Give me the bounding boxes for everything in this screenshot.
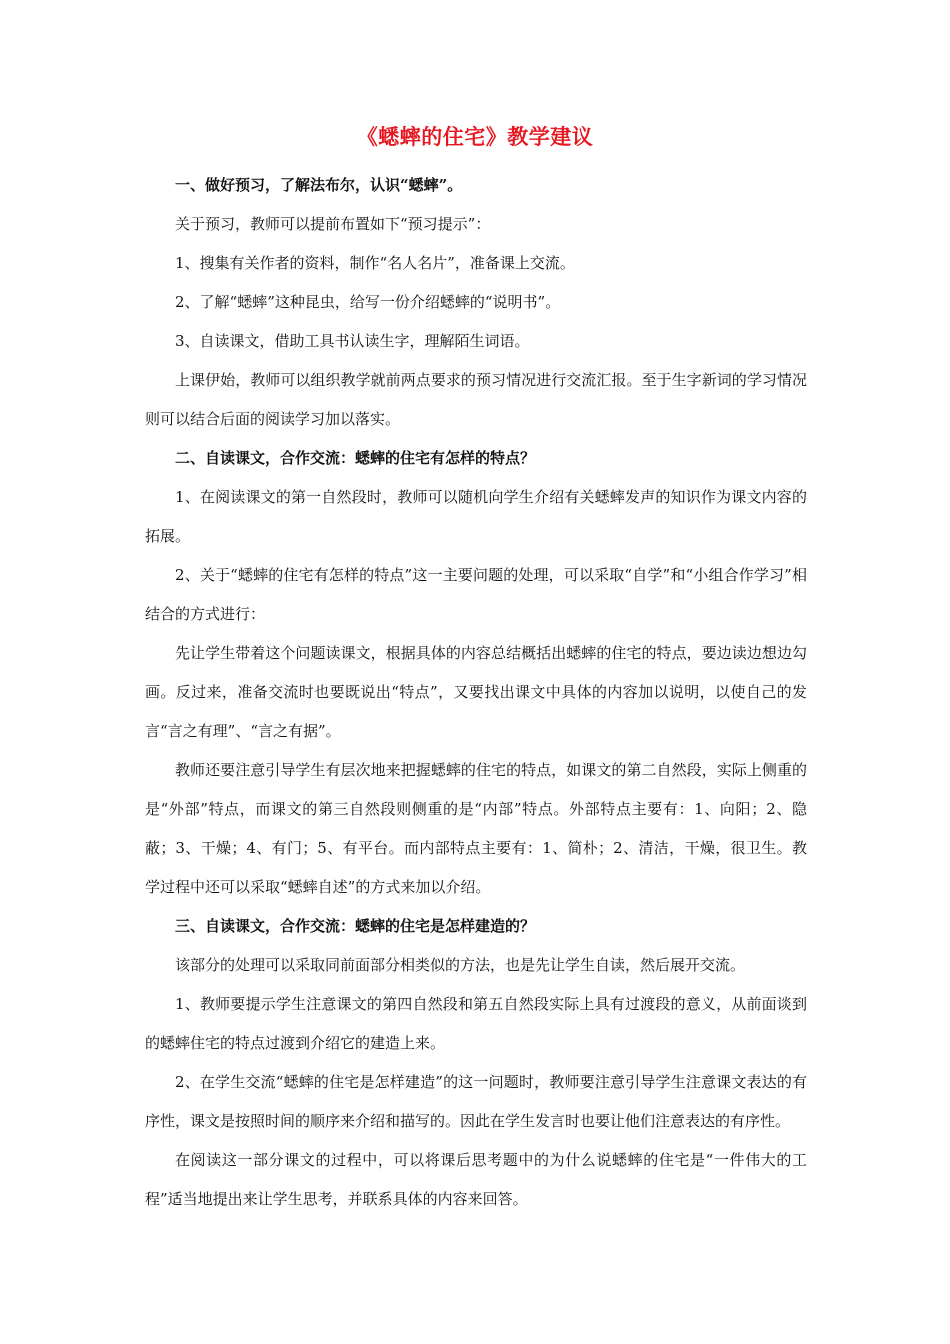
paragraph: 1、在阅读课文的第一自然段时，教师可以随机向学生介绍有关蟋蟀发声的知识作为课文内容的拓展。 bbox=[145, 488, 807, 545]
document-title: 《蟋蟀的住宅》教学建议 bbox=[356, 124, 594, 149]
paragraph: 在阅读这一部分课文的过程中，可以将课后思考题中的为什么说蟋蟀的住宅是“一件伟大的工程”适当地提出来让学生思考，并联系具体的内容来回答。 bbox=[145, 1151, 807, 1208]
paragraph: 上课伊始，教师可以组织教学就前两点要求的预习情况进行交流汇报。至于生字新词的学习情况则可以结合后面的阅读学习加以落实。 bbox=[145, 371, 807, 428]
paragraph: 2、了解“蟋蟀”这种昆虫，给写一份介绍蟋蟀的“说明书”。 bbox=[175, 293, 561, 311]
paragraph: 1、搜集有关作者的资料，制作“名人名片”，准备课上交流。 bbox=[175, 254, 575, 272]
paragraph: 该部分的处理可以采取同前面部分相类似的方法，也是先让学生自读，然后展开交流。 bbox=[175, 956, 746, 974]
section-heading-2: 二、自读课文，合作交流：蟋蟀的住宅有怎样的特点？ bbox=[175, 449, 536, 467]
paragraph: 1、教师要提示学生注意课文的第四自然段和第五自然段实际上具有过渡段的意义，从前面谈到的蟋蟀住宅的特点过渡到介绍它的建造上来。 bbox=[145, 995, 807, 1052]
paragraph: 关于预习，教师可以提前布置如下“预习提示”： bbox=[175, 215, 491, 233]
section-heading-1: 一、做好预习，了解法布尔，认识“蟋蟀”。 bbox=[175, 176, 463, 194]
paragraph: 2、在学生交流“蟋蟀的住宅是怎样建造”的这一问题时，教师要注意引导学生注意课文表达的有序性，课文是按照时间的顺序来介绍和描写的。因此在学生发言时也要让他们注意表达的有序性。 bbox=[145, 1073, 807, 1130]
paragraph: 教师还要注意引导学生有层次地来把握蟋蟀的住宅的特点，如课文的第二自然段，实际上侧重的是“外部”特点，而课文的第三自然段则侧重的是“内部”特点。外部特点主要有：1、向阳；2、隐蔽；3、干燥；4、有门；5、有平台。而内部特点主要有：1、简朴；2、清洁，干燥，很卫生。教学过程中还可以采取“蟋蟀自述”的方式来加以介绍。 bbox=[145, 761, 807, 896]
paragraph: 3、自读课文，借助工具书认读生字，理解陌生词语。 bbox=[175, 332, 530, 350]
paragraph: 2、关于“蟋蟀的住宅有怎样的特点”这一主要问题的处理，可以采取“自学”和“小组合作学习”相结合的方式进行： bbox=[145, 566, 807, 623]
document-body bbox=[145, 166, 807, 1219]
paragraph: 先让学生带着这个问题读课文，根据具体的内容总结概括出蟋蟀的住宅的特点，要边读边想边勾画。反过来，准备交流时也要既说出“特点”，又要找出课文中具体的内容加以说明，以使自己的发言“言之有理”、“言之有据”。 bbox=[145, 644, 807, 740]
section-heading-3: 三、自读课文，合作交流：蟋蟀的住宅是怎样建造的？ bbox=[175, 917, 536, 935]
